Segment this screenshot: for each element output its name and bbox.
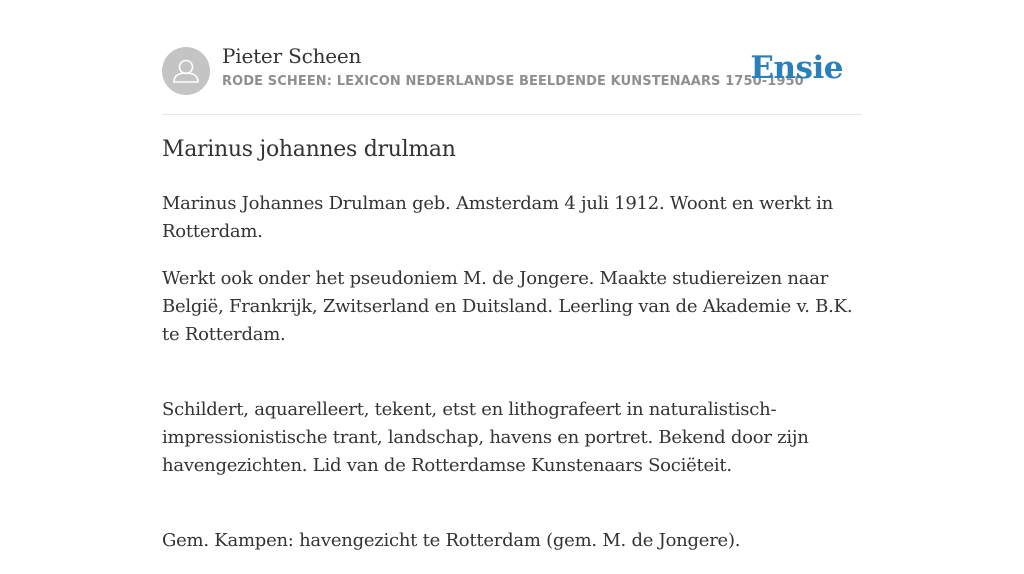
author-name[interactable]: Pieter Scheen (222, 44, 362, 68)
author-avatar[interactable] (162, 47, 210, 95)
paragraph-spacer (162, 368, 866, 396)
user-icon (162, 47, 210, 95)
article-body (162, 190, 866, 574)
paragraph: Werkt ook onder het pseudoniem M. de Jongere. Maakte studiereizen naar België, Frankrijk, Zwitserland en Duitsland. Leerling van de Akademie v. B.K. te Rotterdam. (162, 268, 853, 345)
article-container (162, 0, 862, 551)
paragraph: Gem. Kampen: havengezicht te Rotterdam (gem. M. de Jongere). (162, 530, 741, 551)
source-label[interactable]: RODE SCHEEN: LEXICON NEDERLANDSE BEELDENDE KUNSTENAARS 1750-1950 (222, 74, 804, 89)
article-title: Marinus johannes drulman (162, 137, 456, 162)
paragraph: Schildert, aquarelleert, tekent, etst en lithografeert in naturalistisch-impressionistische trant, landschap, havens en portret. Bekend door zijn havengezichten. Lid van de Rotterdamse Kunstenaars Sociëteit. (162, 399, 809, 476)
article-header (162, 0, 862, 115)
ensie-logo[interactable]: Ensie (750, 50, 843, 86)
paragraph: Marinus Johannes Drulman geb. Amsterdam 4 juli 1912. Woont en werkt in Rotterdam. (162, 193, 833, 242)
paragraph-spacer (162, 499, 866, 527)
